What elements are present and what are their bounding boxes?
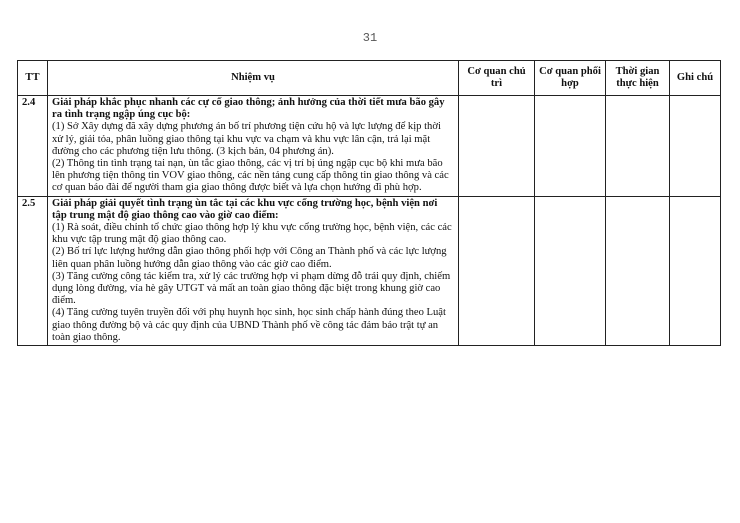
owner-cell (459, 196, 535, 345)
task-item: (1) Sở Xây dựng đã xây dựng phương án bố trí phương tiện cứu hộ và lực lượng để kịp thời xử lý, giải tỏa, phân luồng giao thông tại khu vực va chạm và khu vực lân cận, trả lại mặt đường cho các phương tiện lưu thông. (3 kịch bản, 04 phương án). (52, 121, 441, 157)
task-table (17, 60, 721, 346)
note-cell (670, 196, 721, 345)
header-note: Ghi chú (670, 61, 721, 96)
row-number: 2.5 (18, 196, 48, 345)
task-item: (2) Thông tin tình trạng tai nạn, ùn tắc giao thông, các vị trí bị úng ngập cục bộ khi mưa bão lên phương tiện thông tin VOV giao thông, các nền tảng cung cấp thông tin giao thông và các cơ quan báo đài để người tham gia giao thông được biết và lựa chọn hướng đi phù hợp. (52, 158, 449, 194)
task-cell (48, 196, 459, 345)
timeline-cell (606, 196, 670, 345)
task-item: (3) Tăng cường công tác kiểm tra, xử lý các trường hợp vi phạm dừng đỗ trái quy định, chiếm dụng lòng đường, vỉa hè gây UTGT và mất an toàn giao thông đặc biệt trong khung giờ cao điểm. (52, 270, 451, 307)
task-item: (4) Tăng cường tuyên truyền đối với phụ huynh học sinh, học sinh chấp hành đúng theo Luật giao thông đường bộ và các quy định của UBND Thành phố về công tác đảm bảo trật tự an toàn giao thông. (52, 307, 446, 343)
table-row (18, 196, 721, 345)
owner-cell (459, 96, 535, 197)
coordinator-cell (535, 196, 606, 345)
note-cell (670, 96, 721, 197)
header-coordinator: Cơ quan phối hợp (535, 61, 606, 96)
header-task: Nhiệm vụ (48, 61, 459, 96)
header-timeline: Thời gian thực hiện (606, 61, 670, 96)
task-item: (2) Bố trí lực lượng hướng dẫn giao thông phối hợp với Công an Thành phố và các lực lượng liên quan phân luồng hướng dẫn giao thông vào các giờ cao điểm. (52, 246, 447, 270)
timeline-cell (606, 96, 670, 197)
coordinator-cell (535, 96, 606, 197)
header-owner: Cơ quan chủ trì (459, 61, 535, 96)
row-number: 2.4 (18, 96, 48, 197)
header-tt: TT (18, 61, 48, 96)
header-row (18, 61, 721, 96)
task-heading: Giải pháp khắc phục nhanh các cự cố giao thông; ảnh hưởng của thời tiết mưa bão gây ra tình trạng ngập úng cục bộ: (52, 97, 445, 121)
page-number: 31 (362, 31, 378, 45)
task-heading: Giải pháp giải quyết tình trạng ùn tắc tại các khu vực cổng trường học, bệnh viện nơi tập trung mật độ giao thông cao vào giờ cao điểm: (52, 197, 438, 221)
task-item: (1) Rà soát, điều chỉnh tổ chức giao thông hợp lý khu vực cổng trường học, bệnh viện, các các khu vực tập trung mật độ giao thông cao. (52, 222, 452, 246)
table-row (18, 96, 721, 197)
task-cell (48, 96, 459, 197)
